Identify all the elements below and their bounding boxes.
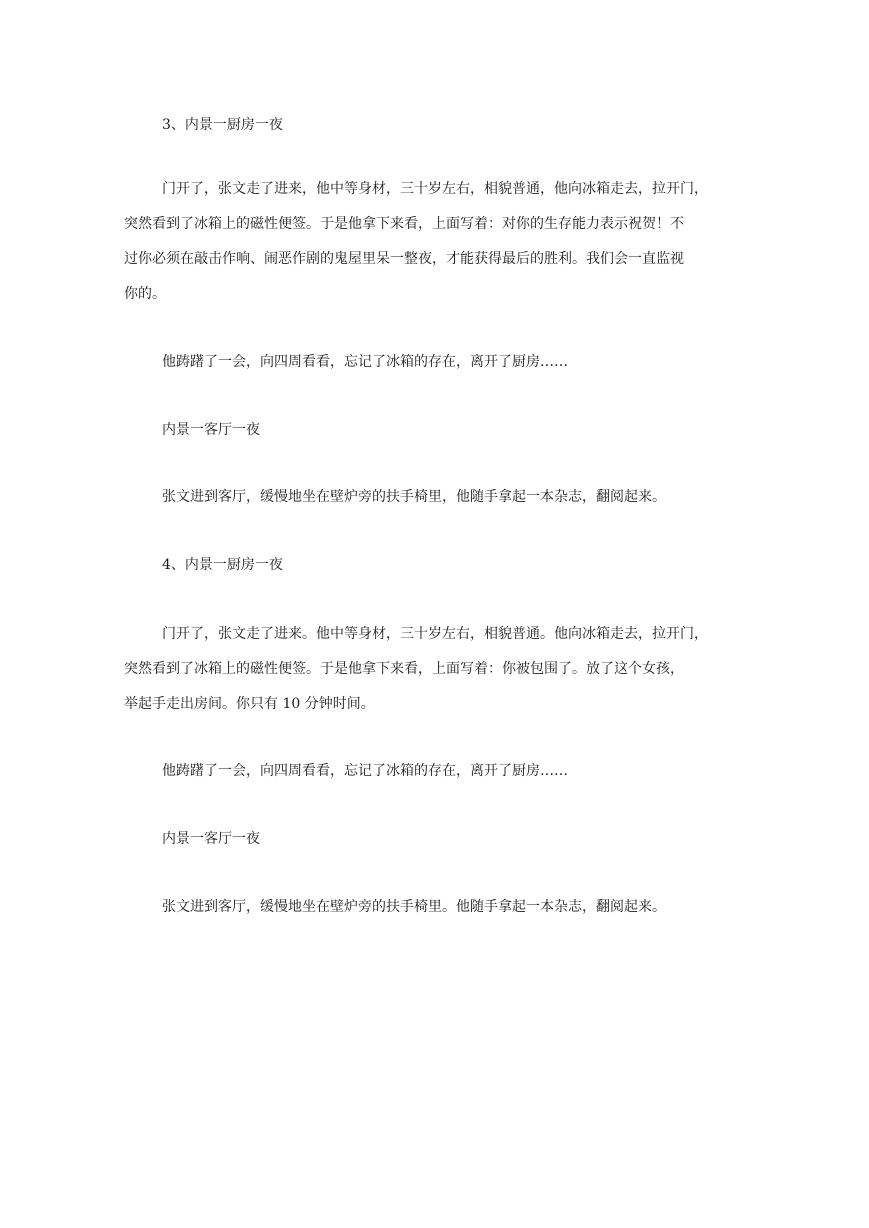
scene-4-action: 他踌躇了一会，向四周看看，忘记了冰箱的存在，离开了厨房…… (162, 763, 568, 779)
living-room-action-2: 张文进到客厅，缓慢地坐在壁炉旁的扶手椅里。他随手拿起一本杂志，翻阅起来。 (162, 899, 666, 915)
scene-3-action: 他踌躇了一会，向四周看看，忘记了冰箱的存在，离开了厨房…… (162, 354, 568, 370)
paragraph-line: 过你必须在敲击作响、闹恶作剧的鬼屋里呆一整夜，才能获得最后的胜利。我们会一直监视 (124, 251, 684, 267)
paragraph-line: 举起手走出房间。你只有 10 分钟时间。 (124, 696, 375, 712)
paragraph-line: 突然看到了冰箱上的磁性便签。于是他拿下来看，上面写着：对你的生存能力表示祝贺！不 (124, 216, 684, 232)
living-room-action: 张文进到客厅，缓慢地坐在壁炉旁的扶手椅里，他随手拿起一本杂志，翻阅起来。 (162, 489, 666, 505)
paragraph-line: 门开了，张文走了进来，他中等身材，三十岁左右，相貌普通，他向冰箱走去，拉开门， (162, 181, 708, 197)
scene-4-paragraph (124, 617, 724, 722)
scene-heading-living-room-2: 内景一客厅一夜 (162, 831, 260, 847)
scene-3-paragraph (124, 172, 724, 312)
scene-heading-living-room: 内景一客厅一夜 (162, 422, 260, 438)
paragraph-line: 突然看到了冰箱上的磁性便签。于是他拿下来看，上面写着：你被包围了。放了这个女孩， (124, 661, 684, 677)
scene-heading-4: 4、内景一厨房一夜 (162, 557, 283, 573)
paragraph-line: 门开了，张文走了进来。他中等身材，三十岁左右，相貌普通。他向冰箱走去，拉开门， (162, 626, 708, 642)
scene-heading-3: 3、内景一厨房一夜 (162, 117, 283, 133)
paragraph-line: 你的。 (124, 286, 166, 302)
